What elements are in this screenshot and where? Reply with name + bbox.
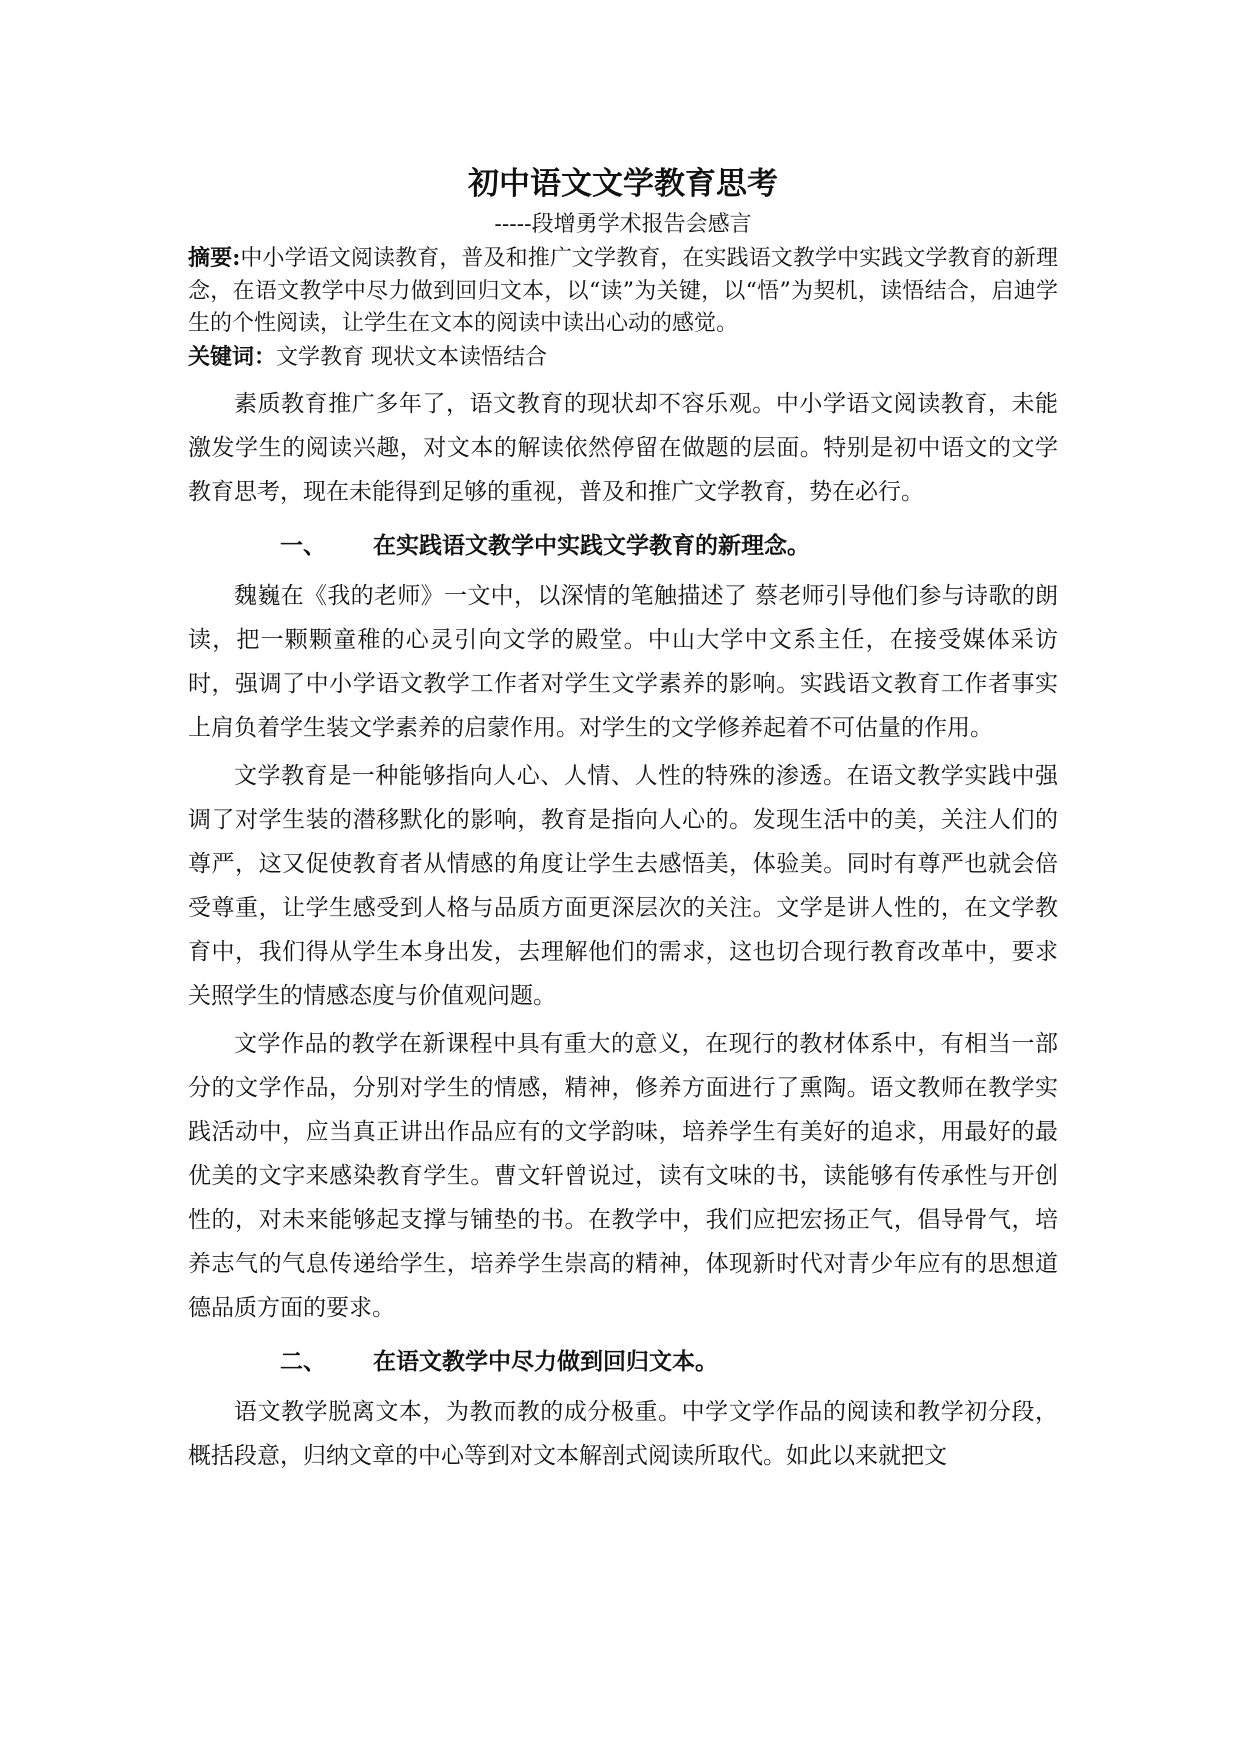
abstract-label: 摘要: [188,245,241,271]
body-paragraph: 语文教学脱离文本，为教而教的成分极重。中学文学作品的阅读和教学初分段，概括段意，归纳文章的中心等到对文本解剖式阅读所取代。如此以来就把文 [188,1399,1058,1469]
section-heading-2 [188,1334,1058,1390]
keywords [188,341,1058,375]
keywords-text: 文学教育 现状文本读悟结合 [276,344,548,370]
section-title-1: 在实践语文教学中实践文学教育的新理念。 [373,532,810,559]
keywords-label: 关键词： [188,343,277,370]
intro-paragraph: 素质教育推广多年了，语文教育的现状却不容乐观。中小学语文阅读教育，未能激发学生的阅读兴趣，对文本的解读依然停留在做题的层面。特别是初中语文的文学教育思考，现在未能得到足够的重视，普及和推广文学教育，势在必行。 [188,391,1058,505]
abstract-text: 中小学语文阅读教育，普及和推广文学教育，在实践语文教学中实践文学教育的新理念，在语文教学中尽力做到回归文本，以“读”为关键，以“悟”为契机，读悟结合，启迪学生的个性阅读，让学生在文本的阅读中读出心动的感觉。 [188,246,1058,336]
section-number-2: 二、 [280,1348,326,1375]
body-paragraph: 魏巍在《我的老师》一文中，以深情的笔触描述了 蔡老师引导他们参与诗歌的朗读，把一颗颗童稚的心灵引向文学的殿堂。中山大学中文系主任，在接受媒体采访时，强调了中小学语文教学工作者对学生文学素养的影响。实践语文教育工作者事实上肩负着学生装文学素养的启蒙作用。对学生的文学修养起着不可估量的作用。 [188,583,1058,741]
document-title: 初中语文文学教育思考 [468,166,778,202]
section-title-2: 在语文教学中尽力做到回归文本。 [373,1348,718,1375]
section-heading-1 [188,518,1058,574]
document-body [188,160,1058,1482]
abstract [188,242,1058,341]
body-paragraph: 文学作品的教学在新课程中具有重大的意义，在现行的教材体系中，有相当一部分的文学作品，分别对学生的情感，精神，修养方面进行了熏陶。语文教师在教学实践活动中，应当真正讲出作品应有的文学韵味，培养学生有美好的追求，用最好的最优美的文字来感染教育学生。曹文轩曾说过，读有文味的书，读能够有传承性与开创性的，对未来能够起支撑与铺垫的书。在教学中，我们应把宏扬正气，倡导骨气，培养志气的气息传递给学生，培养学生崇高的精神，体现新时代对青少年应有的思想道德品质方面的要求。 [188,1031,1058,1321]
document-subtitle: -----段增勇学术报告会感言 [494,212,752,237]
body-paragraph: 文学教育是一种能够指向人心、人情、人性的特殊的渗透。在语文教学实践中强调了对学生装的潜移默化的影响，教育是指向人心的。发现生活中的美，关注人们的尊严，这又促使教育者从情感的角度让学生去感悟美，体验美。同时有尊严也就会倍受尊重，让学生感受到人格与品质方面更深层次的关注。文学是讲人性的，在文学教育中，我们得从学生本身出发，去理解他们的需求，这也切合现行教育改革中，要求关照学生的情感态度与价值观问题。 [188,763,1058,1009]
section-number-1: 一、 [280,532,326,559]
